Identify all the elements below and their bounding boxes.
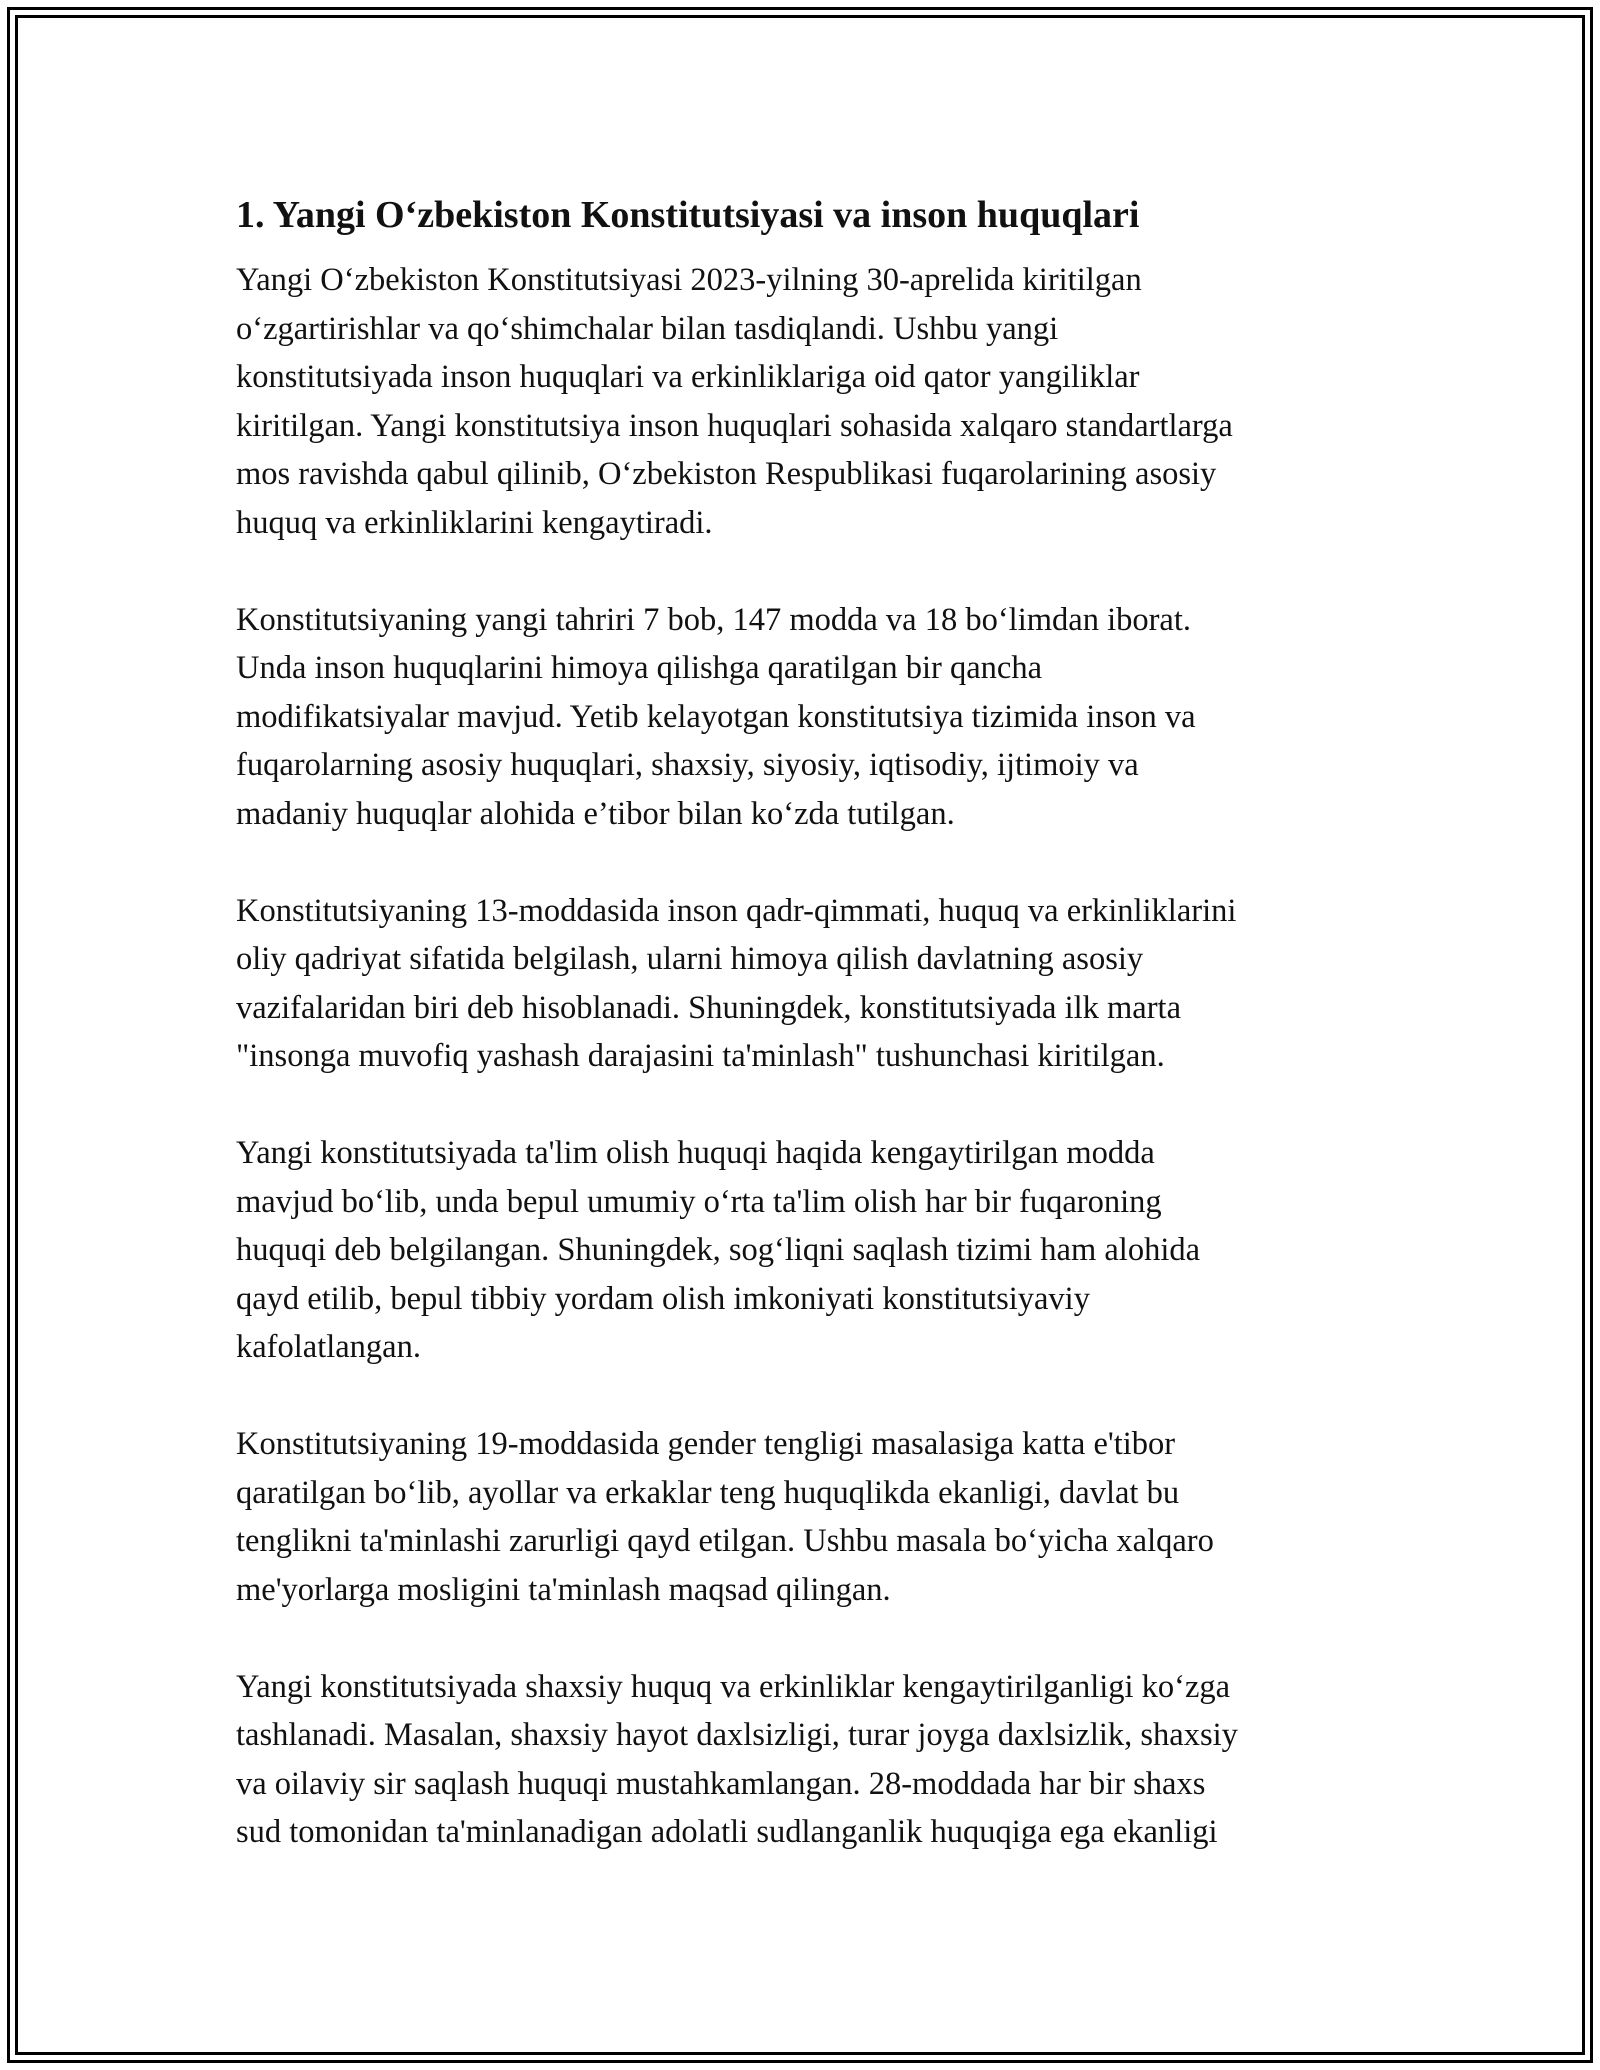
section-heading: 1. Yangi O‘zbekiston Konstitutsiyasi va inson huquqlari (236, 194, 1140, 236)
paragraph-article-13 (236, 887, 1376, 1081)
document-body (236, 186, 1376, 1905)
text-line: huquq va erkinliklarini kengaytiradi. (236, 504, 713, 541)
paragraph-personal-rights (236, 1663, 1376, 1857)
paragraph-article-19 (236, 1420, 1376, 1614)
text-line: Yangi konstitutsiyada ta'lim olish huquqi haqida kengaytirilgan modda (236, 1135, 1155, 1171)
text-line: va oilaviy sir saqlash huquqi mustahkamlangan. 28-moddada har bir shaxs (236, 1765, 1206, 1802)
text-line: tashlanadi. Masalan, shaxsiy hayot daxlsizligi, turar joyga daxlsizlik, shaxsiy (236, 1717, 1238, 1753)
text-line: Konstitutsiyaning 13-moddasida inson qadr-qimmati, huquq va erkinliklarini (236, 892, 1237, 929)
text-line: fuqarolarning asosiy huquqlari, shaxsiy, siyosiy, iqtisodiy, ijtimoiy va (236, 747, 1139, 783)
text-line: qayd etilib, bepul tibbiy yordam olish imkoniyati konstitutsiyaviy (236, 1280, 1090, 1317)
text-line: Yangi konstitutsiyada shaxsiy huquq va erkinliklar kengaytirilganligi ko‘zga (236, 1668, 1231, 1705)
text-line: oliy qadriyat sifatida belgilash, ularni himoya qilish davlatning asosiy (236, 941, 1144, 977)
text-line: modifikatsiyalar mavjud. Yetib kelayotgan konstitutsiya tizimida inson va (236, 698, 1196, 735)
text-line: Konstitutsiyaning yangi tahriri 7 bob, 147 modda va 18 bo‘limdan iborat. (236, 601, 1192, 638)
text-line: huquqi deb belgilangan. Shuningdek, sog‘liqni saqlash tizimi ham alohida (236, 1232, 1201, 1268)
text-line: qaratilgan bo‘lib, ayollar va erkaklar teng huquqlikda ekanligi, davlat bu (236, 1474, 1180, 1511)
text-line: kafolatlangan. (236, 1329, 421, 1365)
text-line: vazifalaridan biri deb hisoblanadi. Shuningdek, konstitutsiyada ilk marta (236, 989, 1181, 1026)
text-line: Konstitutsiyaning 19-moddasida gender tengligi masalasiga katta e'tibor (236, 1426, 1176, 1462)
paragraph-education-health (236, 1129, 1376, 1372)
text-line: mos ravishda qabul qilinib, O‘zbekiston Respublikasi fuqarolarining asosiy (236, 456, 1217, 492)
paragraph-intro (236, 256, 1376, 547)
text-line: mavjud bo‘lib, unda bepul umumiy o‘rta ta'lim olish har bir fuqaroning (236, 1183, 1162, 1220)
text-line: "insonga muvofiq yashash darajasini ta'minlash" tushunchasi kiritilgan. (236, 1038, 1165, 1074)
text-line: kiritilgan. Yangi konstitutsiya inson huquqlari sohasida xalqaro standartlarga (236, 407, 1233, 444)
text-line: me'yorlarga mosligini ta'minlash maqsad qilingan. (236, 1571, 891, 1608)
text-line: konstitutsiyada inson huquqlari va erkinliklariga oid qator yangiliklar (236, 359, 1140, 395)
text-line: sud tomonidan ta'minlanadigan adolatli sudlanganlik huquqiga ega ekanligi (236, 1814, 1218, 1850)
paragraph-structure (236, 596, 1376, 839)
text-line: madaniy huquqlar alohida e’tibor bilan ko‘zda tutilgan. (236, 795, 955, 832)
text-line: o‘zgartirishlar va qo‘shimchalar bilan tasdiqlandi. Ushbu yangi (236, 310, 1059, 347)
text-line: Yangi O‘zbekiston Konstitutsiyasi 2023-yilning 30-aprelida kiritilgan (236, 262, 1142, 298)
text-line: tenglikni ta'minlashi zarurligi qayd etilgan. Ushbu masala bo‘yicha xalqaro (236, 1523, 1214, 1559)
text-line: Unda inson huquqlarini himoya qilishga qaratilgan bir qancha (236, 650, 1042, 686)
